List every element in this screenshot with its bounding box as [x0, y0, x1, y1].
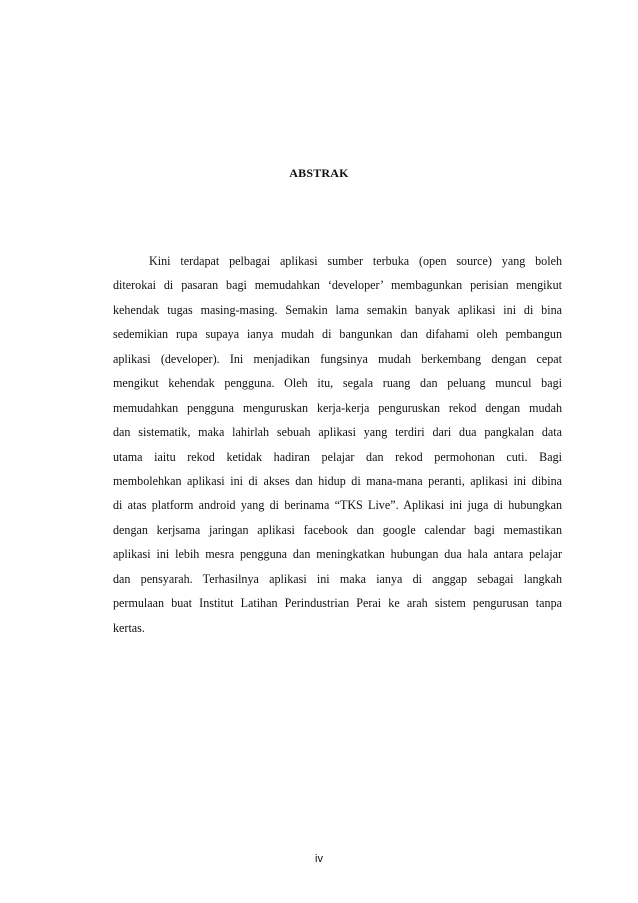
paragraph-line: aplikasi ini lebih mesra pengguna dan meningkatkan hubungan dua hala antara pelajar [113, 547, 562, 562]
paragraph-line: mengikut kehendak pengguna. Oleh itu, segala ruang dan peluang muncul bagi [113, 376, 562, 391]
paragraph-line: Kini terdapat pelbagai aplikasi sumber terbuka (open source) yang boleh [149, 254, 562, 268]
paragraph-line: utama iaitu rekod ketidak hadiran pelajar dan rekod permohonan cuti. Bagi [113, 449, 562, 464]
paragraph-line: diterokai di pasaran bagi memudahkan ‘developer’ membagunkan perisian mengikut [113, 278, 562, 293]
page-number: iv [315, 853, 323, 865]
abstract-paragraph [113, 249, 562, 640]
paragraph-line: permulaan buat Institut Latihan Perindustrian Perai ke arah sistem pengurusan tanpa [113, 596, 562, 611]
paragraph-line: kertas. [113, 620, 145, 635]
paragraph-line: dan pensyarah. Terhasilnya aplikasi ini maka ianya di anggap sebagai langkah [113, 571, 562, 586]
paragraph-line: dan sistematik, maka lahirlah sebuah aplikasi yang terdiri dari dua pangkalan data [113, 425, 562, 440]
paragraph-line: di atas platform android yang di berinama “TKS Live”. Aplikasi ini juga di hubungkan [113, 498, 562, 513]
paragraph-line: membolehkan aplikasi ini di akses dan hidup di mana-mana peranti, aplikasi ini dibina [113, 473, 562, 488]
page-title: ABSTRAK [289, 166, 349, 180]
paragraph-line: memudahkan pengguna menguruskan kerja-kerja penguruskan rekod dengan mudah [113, 400, 562, 415]
paragraph-line: dengan kerjsama jaringan aplikasi facebook dan google calendar bagi memastikan [113, 522, 562, 537]
paragraph-line: kehendak tugas masing-masing. Semakin lama semakin banyak aplikasi ini di bina [113, 302, 562, 317]
paragraph-line: aplikasi (developer). Ini menjadikan fungsinya mudah berkembang dengan cepat [113, 351, 562, 366]
paragraph-line: sedemikian rupa supaya ianya mudah di bangunkan dan difahami oleh pembangun [113, 327, 562, 342]
